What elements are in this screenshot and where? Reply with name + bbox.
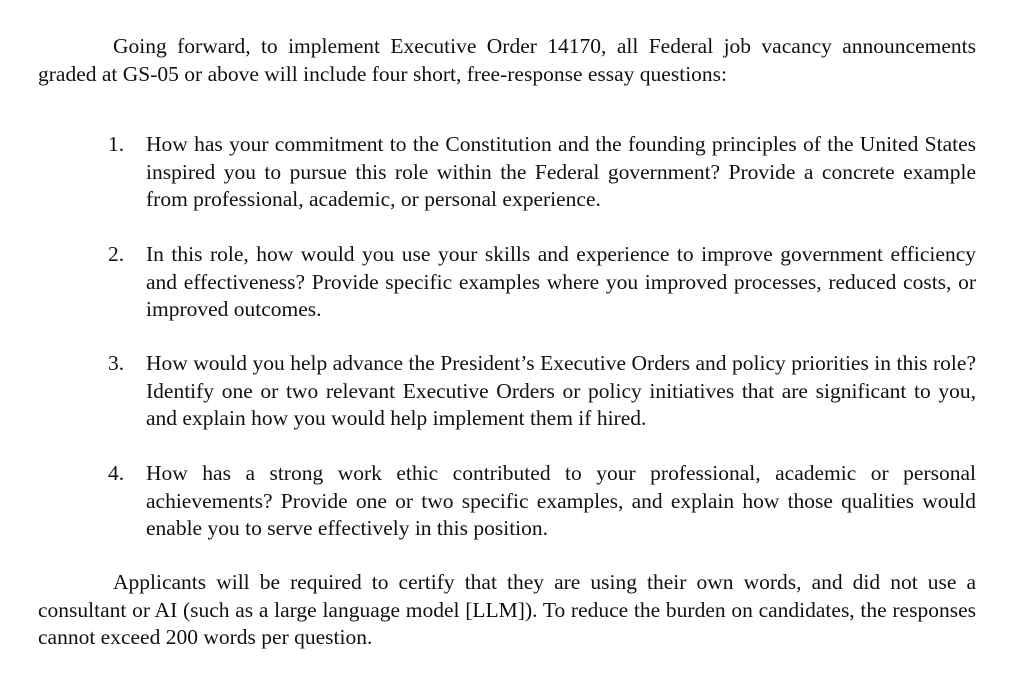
- intro-paragraph: Going forward, to implement Executive Order 14170, all Federal job vacancy announcements graded at GS-05 or above will include four short, free-response essay questions:: [38, 34, 976, 86]
- question-text: How would you help advance the President’s Executive Orders and policy priorities in this role? Identify one or two relevant Executive Orders or policy initiatives that are significant to you, and explain how you would help implement them if hired.: [146, 351, 976, 430]
- question-number: 1.: [108, 132, 125, 156]
- question-text: How has your commitment to the Constitution and the founding principles of the United States inspired you to pursue this role within the Federal government? Provide a concrete example from professional, academic, or personal experience.: [146, 132, 976, 211]
- question-number: 4.: [108, 461, 125, 485]
- question-text: In this role, how would you use your skills and experience to improve government efficiency and effectiveness? Provide specific examples where you improved processes, reduced costs, or improved outcomes.: [146, 242, 976, 321]
- question-text: How has a strong work ethic contributed to your professional, academic or personal achievements? Provide one or two specific examples, and explain how those qualities would enable you to serve effectively in this position.: [146, 461, 976, 540]
- question-number: 3.: [108, 351, 125, 375]
- outro-paragraph: Applicants will be required to certify that they are using their own words, and did not use a consultant or AI (such as a large language model [LLM]). To reduce the burden on candidates, the responses cannot exceed 200 words per question.: [38, 570, 976, 649]
- question-number: 2.: [108, 242, 125, 266]
